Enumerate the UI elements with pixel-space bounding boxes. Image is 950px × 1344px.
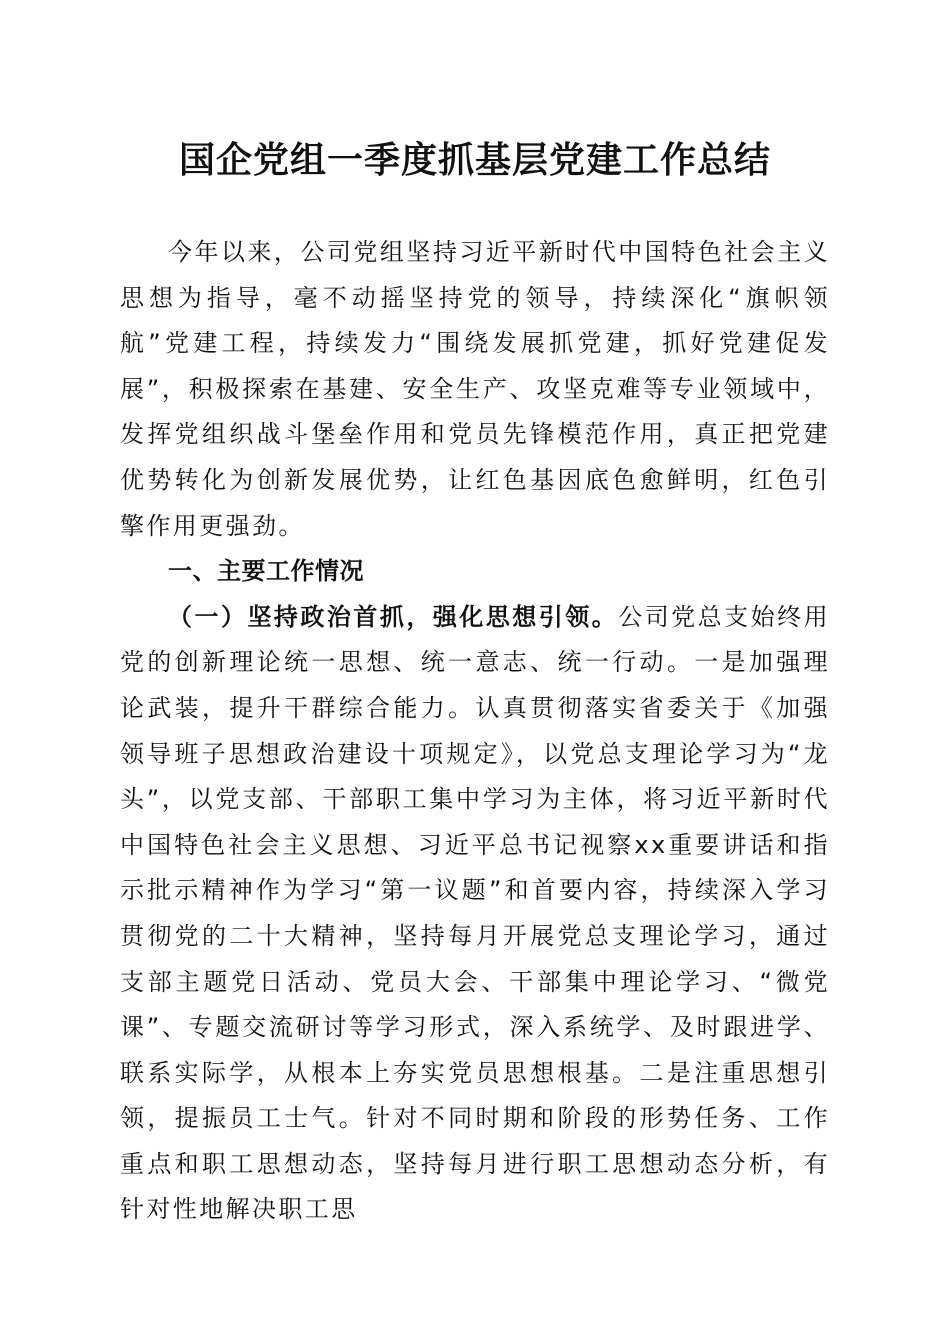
item-paragraph-political-lead [120,595,830,1233]
section-heading-main-work: 一、主要工作情况 [168,557,364,586]
item-body-text: 公司党总支始终用党的创新理论统一思想、统一意志、统一行动。一是加强理论武装，提升干群综合能力。认真贯彻落实省委关于《加强领导班子思想政治建设十项规定》，以党总支理论学习为“龙头”，以党支部、干部职工集中学习为主体，将习近平新时代中国特色社会主义思想、习近平总书记视察xx重要讲话和指示批示精神作为学习“第一议题”和首要内容，持续深入学习贯彻党的二十大精神，坚持每月开展党总支理论学习，通过支部主题党日活动、党员大会、干部集中理论学习、“微党课”、专题交流研讨等学习形式，深入系统学、及时跟进学、联系实际学，从根本上夯实党员思想根基。二是注重思想引领，提振员工士气。针对不同时期和阶段的形势任务、工作重点和职工思想动态，坚持每月进行职工思想动态分析，有针对性地解决职工思 [120,602,830,1224]
intro-paragraph: 今年以来，公司党组坚持习近平新时代中国特色社会主义思想为指导，毫不动摇坚持党的领导，持续深化“旗帜领航”党建工程，持续发力“围绕发展抓党建，抓好党建促发展”，积极探索在基建、安全生产、攻坚克难等专业领域中，发挥党组织战斗堡垒作用和党员先锋模范作用，真正把党建优势转化为创新发展优势，让红色基因底色愈鲜明，红色引擎作用更强劲。 [120,238,830,540]
document-title: 国企党组一季度抓基层党建工作总结 [178,139,771,181]
document-body [120,230,830,1233]
item-lead-text: （一）坚持政治首抓，强化思想引领。 [168,602,619,631]
